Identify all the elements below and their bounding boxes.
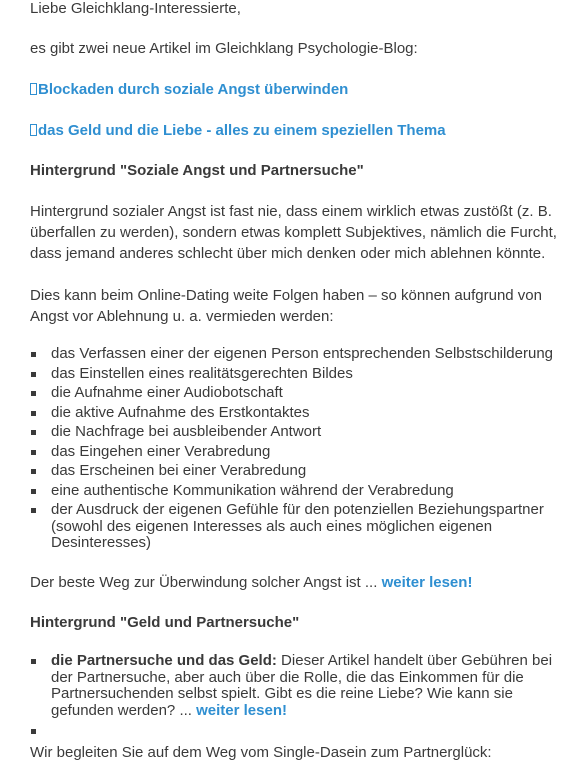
read-more-link-2[interactable]: weiter lesen! xyxy=(196,701,287,719)
list-item-empty xyxy=(30,723,564,739)
list-item: das Eingehen einer Verabredung xyxy=(30,444,564,464)
footer-line: Wir begleiten Sie auf dem Weg vom Single-Dasein zum Partnerglück: xyxy=(30,744,492,761)
social-anxiety-paragraph-2: Dies kann beim Online-Dating weite Folgen haben – so können aufgrund von Angst vor Ablehnung u. a. vermieden werden: xyxy=(30,287,542,325)
article-link-1-row xyxy=(30,79,564,100)
list-item: die aktive Aufnahme des Erstkontaktes xyxy=(30,405,564,425)
list-item: die Nachfrage bei ausbleibender Antwort xyxy=(30,424,564,444)
closing-text: Der beste Weg zur Überwindung solcher Angst ist ... xyxy=(30,574,382,591)
money-list xyxy=(30,653,564,739)
list-item: das Verfassen einer der eigenen Person entsprechenden Selbstschilderung xyxy=(30,346,564,366)
list-item: das Erscheinen bei einer Verabredung xyxy=(30,463,564,483)
list-item: das Einstellen eines realitätsgerechten Bildes xyxy=(30,366,564,386)
list-item xyxy=(30,653,564,719)
social-anxiety-closing xyxy=(30,572,564,593)
read-more-link-1[interactable]: weiter lesen! xyxy=(381,574,473,591)
greeting: Liebe Gleichklang-Interessierte, xyxy=(30,0,241,17)
missing-glyph-icon xyxy=(30,83,37,95)
list-item: der Ausdruck der eigenen Gefühle für den potenziellen Beziehungspartner (sowohl des eigenen Interesses als auch eines möglichen eigenen Desinteresses) xyxy=(30,502,564,552)
section-heading-money: Hintergrund "Geld und Partnersuche" xyxy=(30,614,300,631)
article-link-1[interactable]: Blockaden durch soziale Angst überwinden xyxy=(38,81,349,98)
intro-text: es gibt zwei neue Artikel im Gleichklang Psychologie-Blog: xyxy=(30,40,418,57)
money-item-title: die Partnersuche und das Geld: xyxy=(51,652,277,669)
list-item: die Aufnahme einer Audiobotschaft xyxy=(30,385,564,405)
list-item: eine authentische Kommunikation während der Verabredung xyxy=(30,483,564,503)
article-link-2[interactable]: das Geld und die Liebe - alles zu einem speziellen Thema xyxy=(38,122,446,139)
social-anxiety-paragraph-1: Hintergrund sozialer Angst ist fast nie, dass einem wirklich etwas zustößt (z. B. überfallen zu werden), sondern etwas komplett Subjektives, nämlich die Furcht, dass jemand anderes schlecht über mich denken oder mich ablehnen könnte. xyxy=(30,203,557,262)
money-item-text: Dieser Artikel handelt über Gebühren bei der Partnersuche, aber auch über die Rolle, die das Einkommen für die Partnersuchenden selbst spielt. Gibt es die reine Liebe? Wie kann sie gefunden werden? ... xyxy=(51,652,553,719)
avoidance-list xyxy=(30,346,564,552)
section-heading-social-anxiety: Hintergrund "Soziale Angst und Partnersuche" xyxy=(30,162,364,179)
missing-glyph-icon xyxy=(30,124,37,136)
article-link-2-row xyxy=(30,120,564,141)
